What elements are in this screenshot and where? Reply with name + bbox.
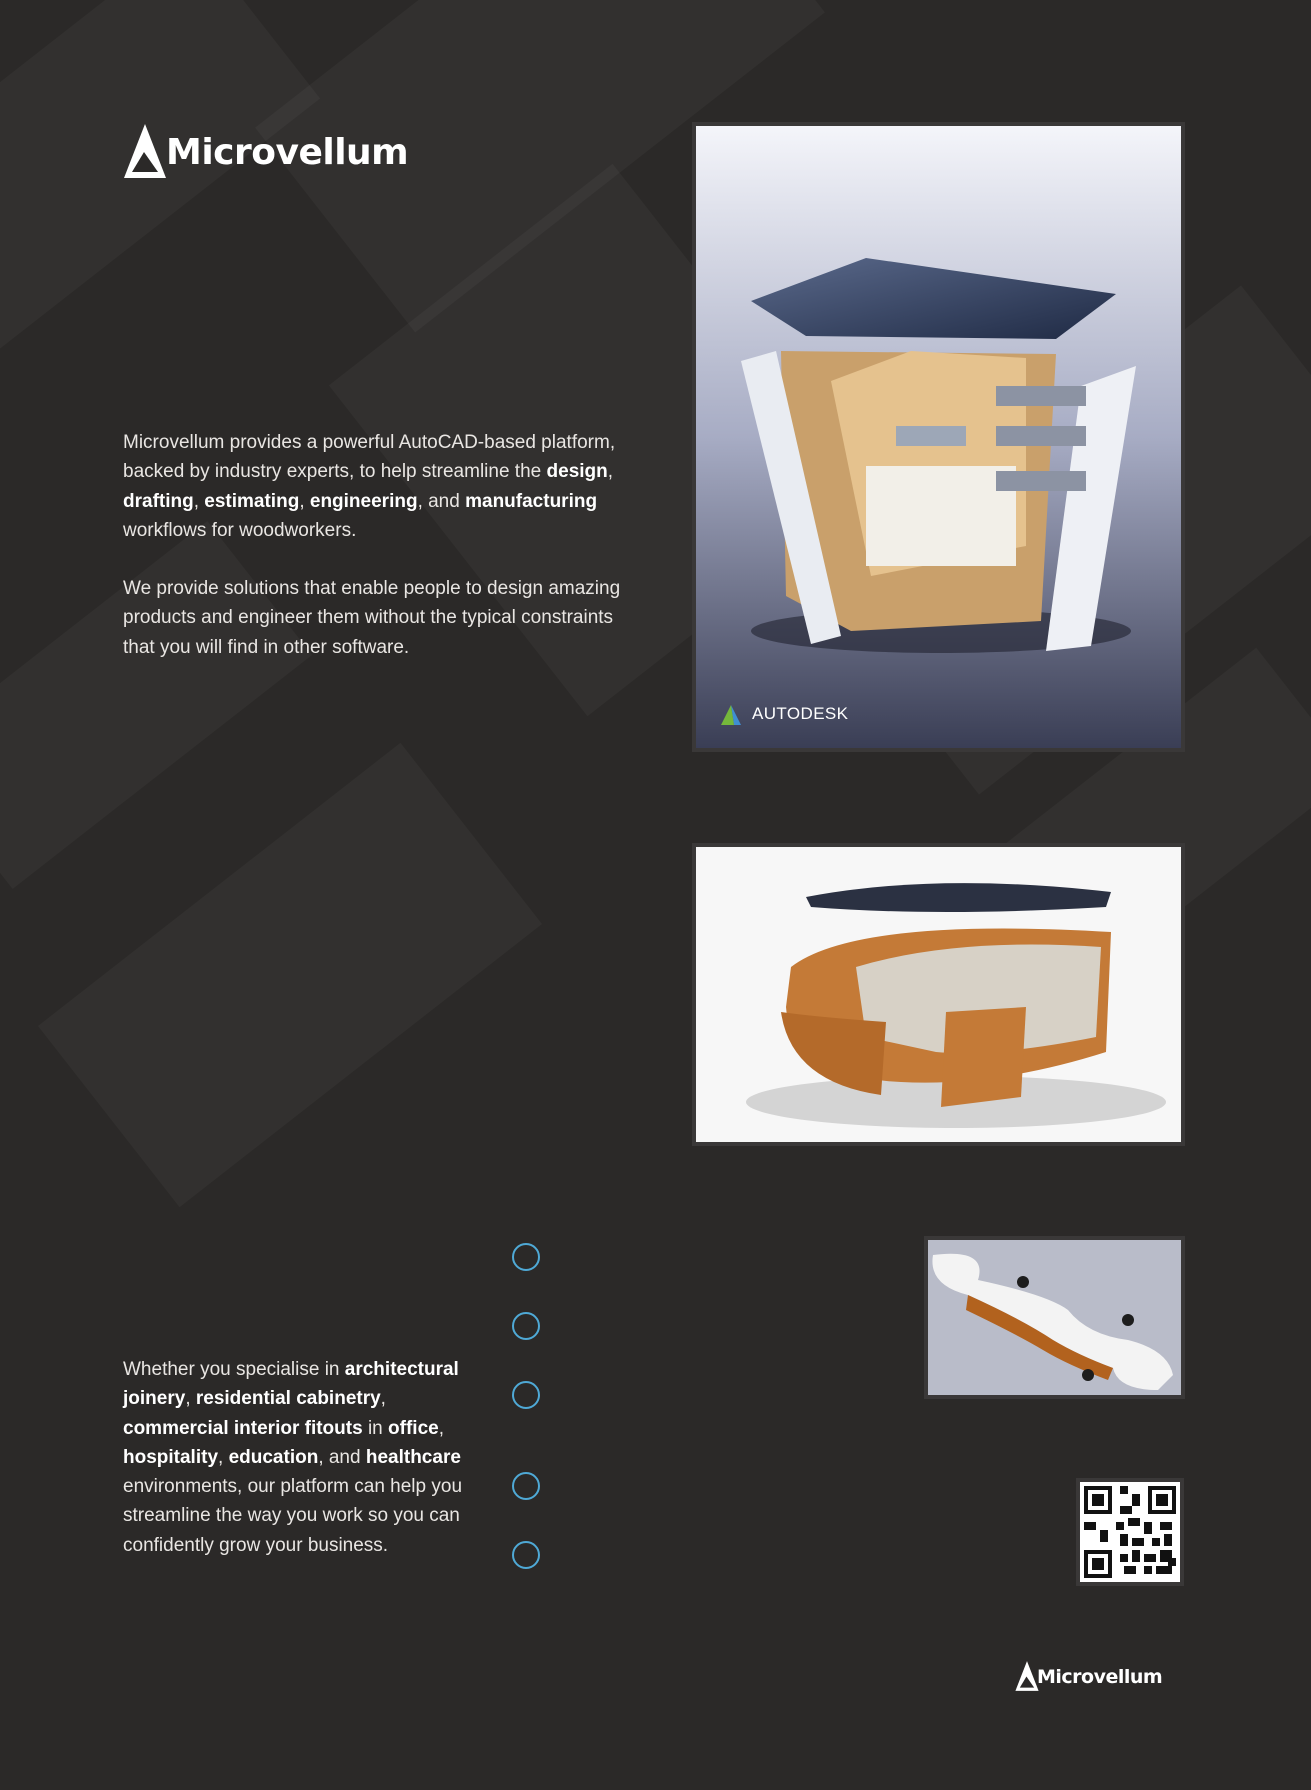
- specialise-text: [123, 1355, 488, 1560]
- autodesk-logo-icon: [720, 704, 742, 726]
- circle-marker-1: [512, 1243, 540, 1271]
- footer-logo-wordmark: Microvellum: [1037, 1666, 1163, 1688]
- logo-triangle-icon: [122, 122, 168, 180]
- circle-marker-3: [512, 1381, 540, 1409]
- qr-code-icon[interactable]: [1076, 1478, 1184, 1586]
- curved-desk-photo: [924, 1236, 1185, 1399]
- logo-wordmark: Microvellum: [166, 132, 409, 173]
- intro-paragraph-2: We provide solutions that enable people to design amazing products and engineer them without the typical constraints that you will find in other software.: [123, 578, 621, 658]
- intro-text: [123, 428, 623, 662]
- footer-logo: [1013, 1660, 1189, 1694]
- circle-marker-5: [512, 1541, 540, 1569]
- circle-marker-4: [512, 1472, 540, 1500]
- cabinet-photo: [692, 122, 1185, 752]
- intro-paragraph-1: Microvellum provides a powerful AutoCAD-based platform, backed by industry experts, to help streamline the design, drafting, estimating, engineering, and manufacturing workflows for woodworkers.: [123, 432, 616, 541]
- circle-marker-2: [512, 1312, 540, 1340]
- autodesk-label: AUTODESK: [752, 704, 849, 723]
- specialise-paragraph: Whether you specialise in architectural joinery, residential cabinetry, commercial interior fitouts in office, hospitality, education, and healthcare environments, our platform can help you streamline the way you work so you can confidently grow your business.: [123, 1359, 463, 1556]
- desk-photo: [692, 843, 1185, 1146]
- microvellum-logo: [122, 122, 442, 182]
